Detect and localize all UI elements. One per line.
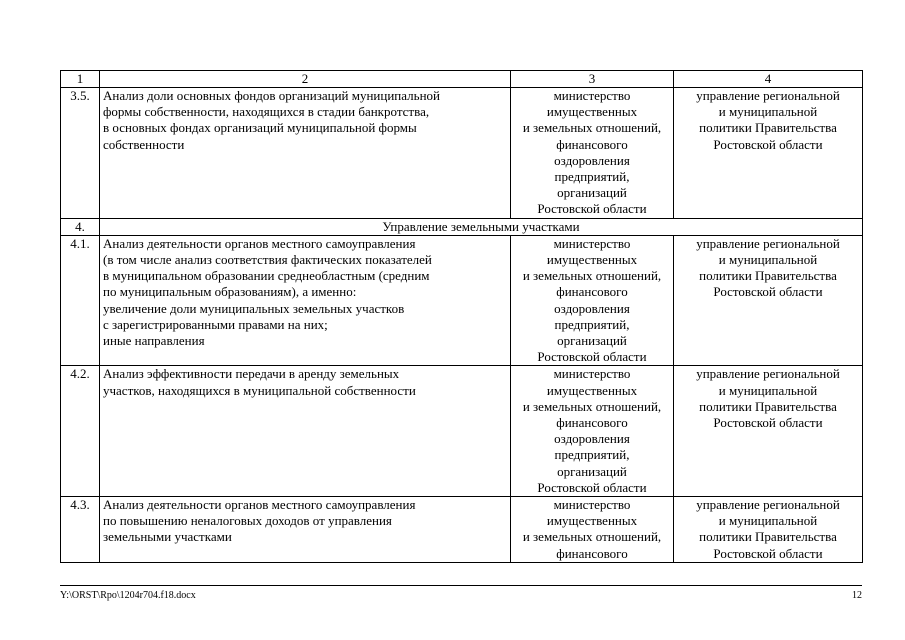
desc-line: по повышению неналоговых доходов от управления (103, 513, 392, 529)
table-row (61, 497, 863, 563)
resp-line: и муниципальной (718, 513, 818, 529)
table-header-row (61, 71, 863, 88)
exec-line: финансового (556, 545, 628, 561)
exec-line: министерство (553, 235, 631, 251)
resp-line: управление региональной (696, 497, 840, 513)
resp-line: Ростовской области (713, 136, 823, 152)
section-title: Управление земельными участками (100, 218, 863, 235)
footer-file-path: Y:\ORST\Rpo\1204r704.f18.docx (60, 590, 196, 601)
exec-line: министерство (553, 497, 631, 513)
exec-line: Ростовской области (537, 479, 647, 495)
desc-line: увеличение доли муниципальных земельных участков (103, 300, 405, 316)
exec-line: организаций (557, 333, 627, 349)
desc-line: в муниципальном образовании среднеобластным (средним (103, 268, 430, 284)
resp-line: управление региональной (696, 88, 840, 103)
row-number: 4.1. (61, 235, 100, 366)
row-description (100, 88, 511, 219)
exec-line: министерство (553, 366, 631, 382)
resp-line: Ростовской области (713, 415, 823, 431)
exec-line: имущественных (546, 382, 638, 398)
resp-line: политики Правительства (699, 268, 837, 284)
resp-line: управление региональной (696, 366, 840, 382)
resp-line: политики Правительства (699, 398, 837, 414)
row-number: 3.5. (61, 88, 100, 219)
row-executor (511, 88, 674, 219)
exec-line: оздоровления (554, 152, 630, 168)
exec-line: предприятий, (554, 169, 630, 185)
table-row (61, 88, 863, 219)
resp-line: Ростовской области (713, 545, 823, 561)
row-responsible (674, 366, 863, 497)
exec-line: министерство (553, 88, 631, 103)
table-row (61, 366, 863, 497)
exec-line: предприятий, (554, 447, 630, 463)
section-row (61, 218, 863, 235)
desc-line: иные направления (103, 333, 205, 349)
row-responsible (674, 497, 863, 563)
resp-line: и муниципальной (718, 382, 818, 398)
desc-line: собственности (103, 136, 185, 152)
exec-line: организаций (557, 185, 627, 201)
exec-line: имущественных (546, 104, 638, 120)
header-cell: 3 (511, 71, 674, 88)
exec-line: финансового (556, 136, 628, 152)
row-description (100, 497, 511, 563)
row-description (100, 366, 511, 497)
header-cell: 2 (100, 71, 511, 88)
exec-line: оздоровления (554, 300, 630, 316)
exec-line: организаций (557, 463, 627, 479)
desc-line: по муниципальным образованиям), а именно: (103, 284, 357, 300)
exec-line: оздоровления (554, 431, 630, 447)
row-number: 4.2. (61, 366, 100, 497)
resp-line: политики Правительства (699, 120, 837, 136)
row-responsible (674, 88, 863, 219)
row-number: 4.3. (61, 497, 100, 563)
exec-line: финансового (556, 284, 628, 300)
desc-line: в основных фондах организаций муниципальной формы (103, 120, 417, 136)
resp-line: управление региональной (696, 235, 840, 251)
desc-line: Анализ деятельности органов местного самоуправления (103, 497, 416, 513)
resp-line: Ростовской области (713, 284, 823, 300)
header-cell: 4 (674, 71, 863, 88)
resp-line: политики Правительства (699, 529, 837, 545)
desc-line: (в том числе анализ соответствия фактических показателей (103, 252, 432, 268)
desc-line: земельными участками (103, 529, 232, 545)
exec-line: имущественных (546, 252, 638, 268)
row-responsible (674, 235, 863, 366)
table-row (61, 235, 863, 366)
page-number: 12 (852, 590, 862, 601)
desc-line: Анализ деятельности органов местного самоуправления (103, 235, 416, 251)
desc-line: Анализ доли основных фондов организаций муниципальной (103, 88, 440, 103)
resp-line: и муниципальной (718, 252, 818, 268)
row-executor (511, 366, 674, 497)
exec-line: и земельных отношений, (522, 398, 662, 414)
exec-line: Ростовской области (537, 349, 647, 365)
header-cell: 1 (61, 71, 100, 88)
row-description (100, 235, 511, 366)
desc-line: с зарегистрированными правами на них; (103, 316, 328, 332)
desc-line: Анализ эффективности передачи в аренду земельных (103, 366, 400, 382)
desc-line: участков, находящихся в муниципальной собственности (103, 382, 416, 398)
exec-line: и земельных отношений, (522, 529, 662, 545)
exec-line: и земельных отношений, (522, 268, 662, 284)
exec-line: Ростовской области (537, 201, 647, 217)
exec-line: финансового (556, 415, 628, 431)
exec-line: и земельных отношений, (522, 120, 662, 136)
row-executor (511, 497, 674, 563)
exec-line: предприятий, (554, 316, 630, 332)
resp-line: и муниципальной (718, 104, 818, 120)
row-executor (511, 235, 674, 366)
desc-line: формы собственности, находящихся в стадии банкротства, (103, 104, 430, 120)
exec-line: имущественных (546, 513, 638, 529)
table-bottom-border (60, 585, 862, 586)
plan-table (60, 70, 863, 563)
row-number: 4. (61, 218, 100, 235)
